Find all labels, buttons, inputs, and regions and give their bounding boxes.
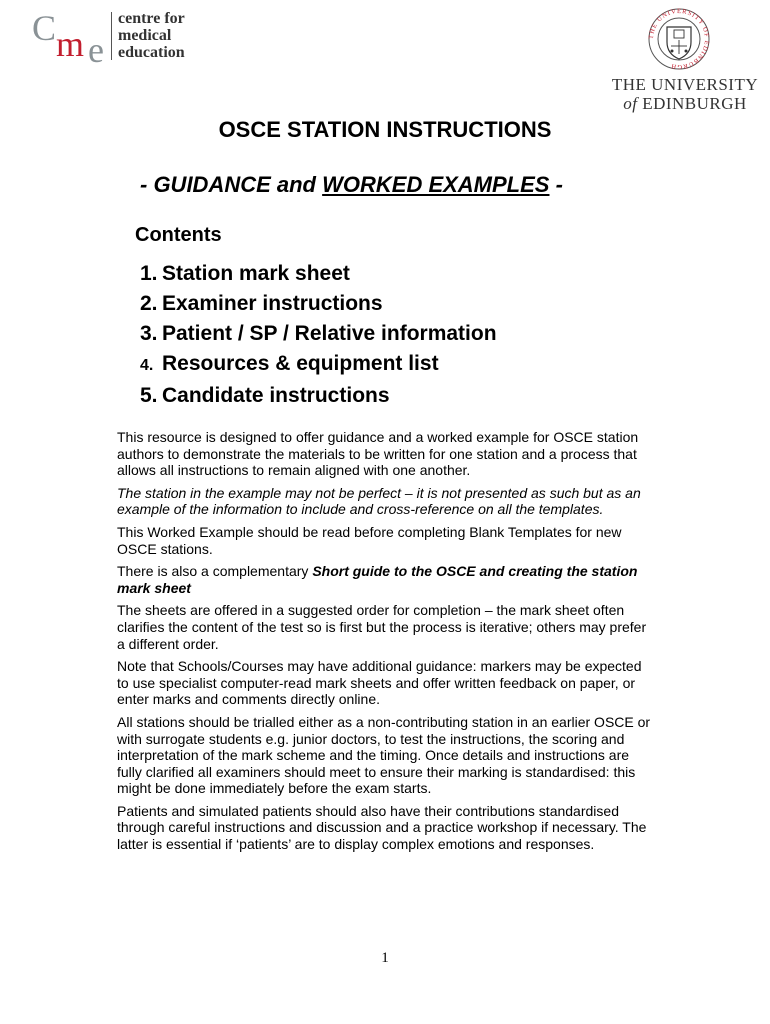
- cme-mark: [32, 8, 114, 70]
- paragraph-trialled: All stations should be trialled either as a non-contributing station in an earlier OSCE or with surrogate students e.g. junior doctors, to test the instructions, the scoring and interpretation of the mark scheme and the timing. Once details and instructions are fully clarified all examiners should meet to ensure their marking is standardised: this might be done immediately before the exam starts.: [117, 713, 651, 797]
- university-name: [610, 75, 760, 113]
- contents-item-number: 4.: [140, 357, 154, 374]
- cme-letter-c: C: [32, 8, 57, 48]
- contents-item: [140, 381, 497, 411]
- subtitle-prefix: - GUIDANCE and: [140, 172, 323, 197]
- university-name-line-1: THE UNIVERSITY: [611, 75, 759, 94]
- cme-logo-text: [118, 10, 185, 61]
- paragraph-read-before: This Worked Example should be read before completing Blank Templates for new OSCE stations.: [117, 523, 622, 557]
- subtitle-underlined: WORKED EXAMPLES: [322, 172, 550, 197]
- paragraph-example-note: The station in the example may not be perfect – it is not presented as such but as an example of the information to include and cross-reference on all the templates.: [117, 484, 641, 518]
- contents-item-label: Examiner instructions: [162, 292, 383, 315]
- paragraph-patients: Patients and simulated patients should also have their contributions standardised through careful instructions and discussion and a practice workshop if necessary. The latter is essential if ‘patients’ are to display complex emotions and responses.: [117, 802, 647, 853]
- paragraph-additional-guidance: Note that Schools/Courses may have additional guidance: markers may be expected to use specialist computer-read mark sheets and offer written feedback on paper, or enter marks and comments directly online.: [117, 658, 642, 708]
- page-number: 1: [381, 950, 389, 966]
- university-name-line-2: [610, 94, 760, 113]
- document-title: OSCE STATION INSTRUCTIONS: [218, 117, 552, 142]
- cme-letter-m: m: [56, 24, 85, 64]
- contents-heading: Contents: [135, 224, 222, 246]
- contents-list: [140, 259, 497, 411]
- svg-text:THE UNIVERSITY OF EDINBURGH: THE UNIVERSITY OF EDINBURGH: [647, 7, 711, 71]
- contents-item: [140, 289, 497, 319]
- paragraph-intro: This resource is designed to offer guidance and a worked example for OSCE station authors to demonstrate the materials to be written for one station and a process that allows all instructions to remain aligned with one another.: [117, 429, 639, 479]
- paragraph-suggested-order: The sheets are offered in a suggested order for completion – the mark sheet often clarifies the content of the test so is first but the process is iterative; others may prefer a different order.: [117, 602, 647, 652]
- university-seal-icon: [640, 6, 718, 72]
- cme-letter-e: e: [88, 30, 104, 70]
- subtitle-suffix: -: [549, 172, 563, 197]
- document-subtitle: [140, 172, 563, 198]
- contents-item-label: Resources & equipment list: [162, 352, 439, 375]
- contents-item-number: 3.: [140, 322, 158, 345]
- complementary-guide-title: Short guide to the OSCE and creating the station mark sheet: [117, 563, 638, 596]
- contents-item-number: 1.: [140, 262, 158, 285]
- cme-line-2: medical: [118, 27, 172, 44]
- cme-line-1: centre for: [118, 10, 185, 27]
- complementary-guide-prefix: There is also a complementary: [117, 563, 313, 580]
- cme-divider: [111, 12, 112, 60]
- cme-line-3: education: [118, 44, 185, 61]
- university-edinburgh: EDINBURGH: [642, 94, 747, 113]
- body-text: [117, 429, 657, 859]
- contents-item-label: Candidate instructions: [162, 384, 390, 407]
- contents-item-label: Patient / SP / Relative information: [162, 322, 497, 345]
- university-of: of: [623, 94, 638, 113]
- contents-item: [140, 319, 497, 349]
- contents-item-label: Station mark sheet: [162, 262, 350, 285]
- contents-item: [140, 259, 497, 289]
- paragraph-complementary-guide: [117, 563, 657, 596]
- contents-item-number: 5.: [140, 384, 158, 407]
- contents-item-number: 2.: [140, 292, 158, 315]
- contents-item: [140, 349, 497, 381]
- cme-logo: [32, 8, 212, 70]
